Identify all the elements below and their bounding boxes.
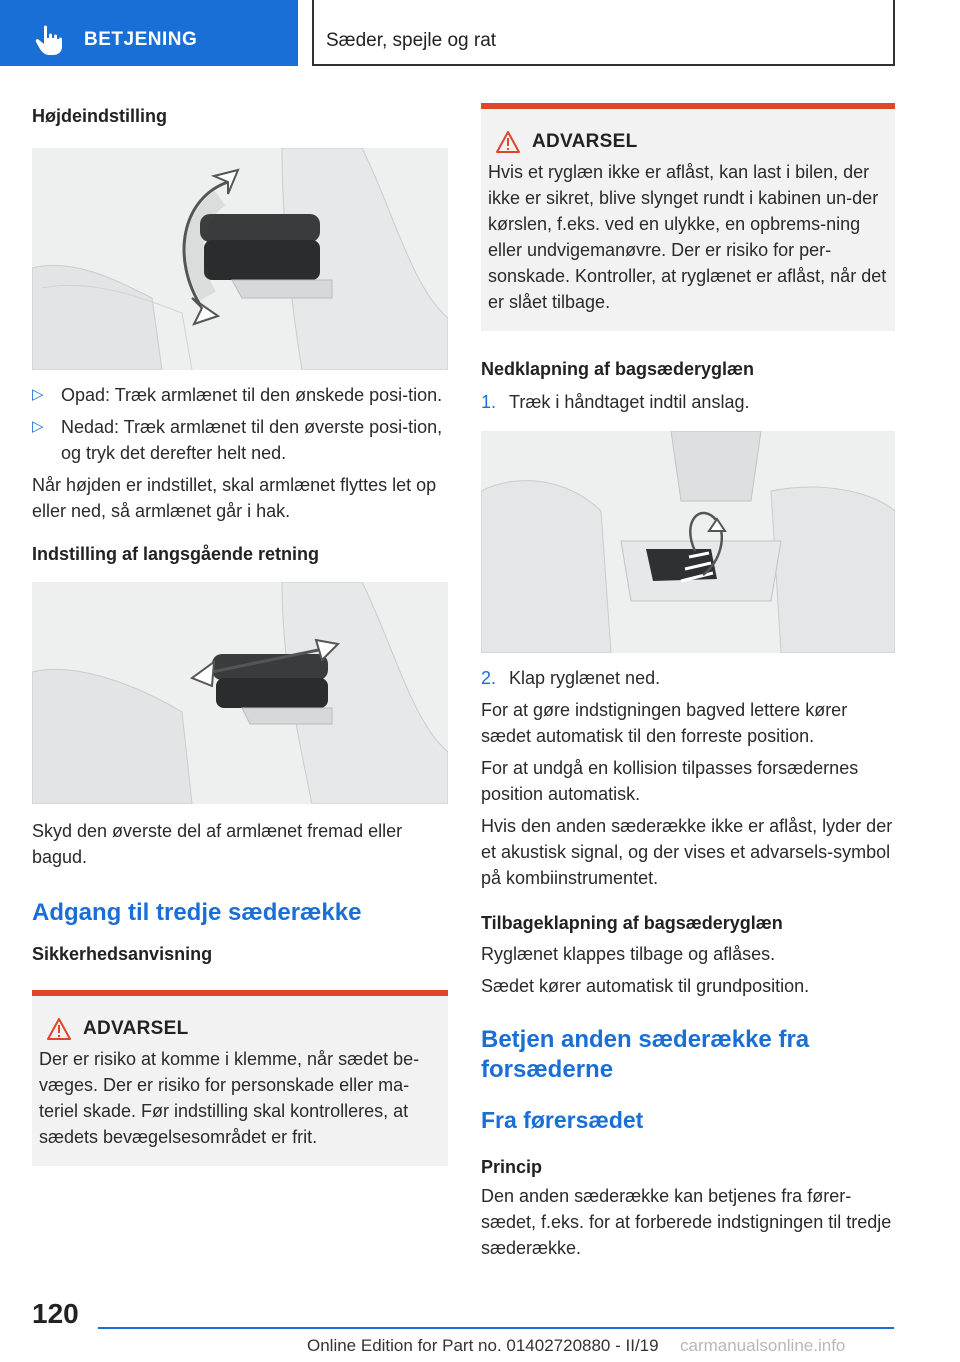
warning-box (32, 990, 448, 1166)
subsection-title: Fra førersædet (481, 1107, 644, 1133)
heading-height-adjust: Højdeindstilling (32, 106, 167, 126)
step-text: Træk i håndtaget indtil anslag. (509, 392, 750, 412)
section-title: Adgang til tredje sæderække (32, 899, 362, 926)
list-item (481, 665, 895, 691)
paragraph: Sædet kører automatisk til grundposition. (481, 976, 810, 996)
paragraph: For at undgå en kollision tilpasses forsædernes position automatisk. (481, 758, 859, 804)
warning-text: Der er risiko at komme i klemme, når sædet be-væges. Der er risiko for personskade eller ma-teriel skade. Før indstilling skal kontrolleres, at sædets bevægelsesområdet er frit. (39, 1049, 420, 1147)
bullet-text: Nedad: Træk armlænet til den øverste posi-tion, og tryk det derefter helt ned. (61, 417, 443, 463)
warning-triangle-icon (47, 1018, 71, 1040)
armrest-slide-drawing (32, 582, 448, 804)
section-header-title: Sæder, spejle og rat (326, 30, 497, 51)
paragraph: Hvis den anden sæderække ikke er aflåst, lyder der et akustisk signal, og der vises et advarsels-symbol på kombiinstrumentet. (481, 816, 893, 888)
footer-watermark: carmanualsonline.info (680, 1336, 846, 1355)
step-number: 2. (481, 668, 497, 688)
step-text: Klap ryglænet ned. (509, 668, 661, 688)
warning-header (496, 131, 888, 153)
chapter-tab (0, 0, 298, 66)
height-adjust-list (32, 382, 448, 466)
paragraph: Den anden sæderække kan betjenes fra fører-sædet, f.eks. for at forberede indstigningen til tredje sæderække. (481, 1186, 892, 1258)
heading-principle: Princip (481, 1157, 543, 1177)
right-column (481, 100, 895, 1261)
warning-title: ADVARSEL (83, 1018, 189, 1039)
chapter-label: BETJENING (84, 29, 198, 50)
warning-title: ADVARSEL (532, 131, 638, 152)
bullet-marker: ▷ (32, 418, 44, 435)
list-item (32, 414, 448, 466)
armrest-slide-illustration (32, 582, 448, 804)
warning-box (481, 103, 895, 331)
step-number: 1. (481, 392, 497, 412)
heading-safety: Sikkerhedsanvisning (32, 944, 213, 964)
backrest-release-illustration (481, 431, 895, 653)
bullet-text: Opad: Træk armlænet til den ønskede posi-tion. (61, 385, 443, 405)
bullet-marker: ▷ (32, 386, 44, 403)
paragraph: For at gøre indstigningen bagved lettere kører sædet automatisk til den forreste position. (481, 700, 848, 746)
hand-pointer-icon (32, 23, 68, 57)
page-number: 120 (32, 1298, 79, 1329)
header-underline (312, 64, 895, 66)
fold-steps-list (481, 389, 895, 415)
warning-text: Hvis et ryglæn ikke er aflåst, kan last i bilen, der ikke er sikret, blive slynget rundt i kabinen un-der kørslen, f.eks. ved en ulykke, en opbrems-ning eller undvigemanøvre. Der er risiko for per-sonskade. Kontroller, at ryglænet er aflåst, når det er slået tilbage. (488, 162, 887, 312)
section-title: Betjen anden sæderække fra forsæderne (481, 1026, 810, 1083)
warning-header (47, 1018, 441, 1040)
heading-longitudinal: Indstilling af langsgående retning (32, 544, 320, 564)
paragraph: Når højden er indstillet, skal armlænet flyttes let op eller ned, så armlænet går i hak. (32, 475, 437, 521)
header-divider (312, 0, 314, 66)
heading-fold-back: Tilbageklapning af bagsæderyglæn (481, 913, 783, 933)
paragraph: Skyd den øverste del af armlænet fremad eller bagud. (32, 821, 403, 867)
header-border-right (893, 0, 895, 66)
list-item (481, 389, 895, 415)
left-column (32, 100, 448, 1166)
warning-triangle-icon (496, 131, 520, 153)
fold-steps-list-cont (481, 665, 895, 691)
paragraph: Ryglænet klappes tilbage og aflåses. (481, 944, 776, 964)
armrest-height-illustration (32, 148, 448, 370)
armrest-height-drawing (32, 148, 448, 370)
heading-fold-down: Nedklapning af bagsæderyglæn (481, 359, 755, 379)
backrest-release-drawing (481, 431, 895, 653)
footer-rule (98, 1327, 894, 1329)
list-item (32, 382, 448, 408)
footer-edition: Online Edition for Part no. 01402720880 - II/19 (307, 1336, 659, 1355)
